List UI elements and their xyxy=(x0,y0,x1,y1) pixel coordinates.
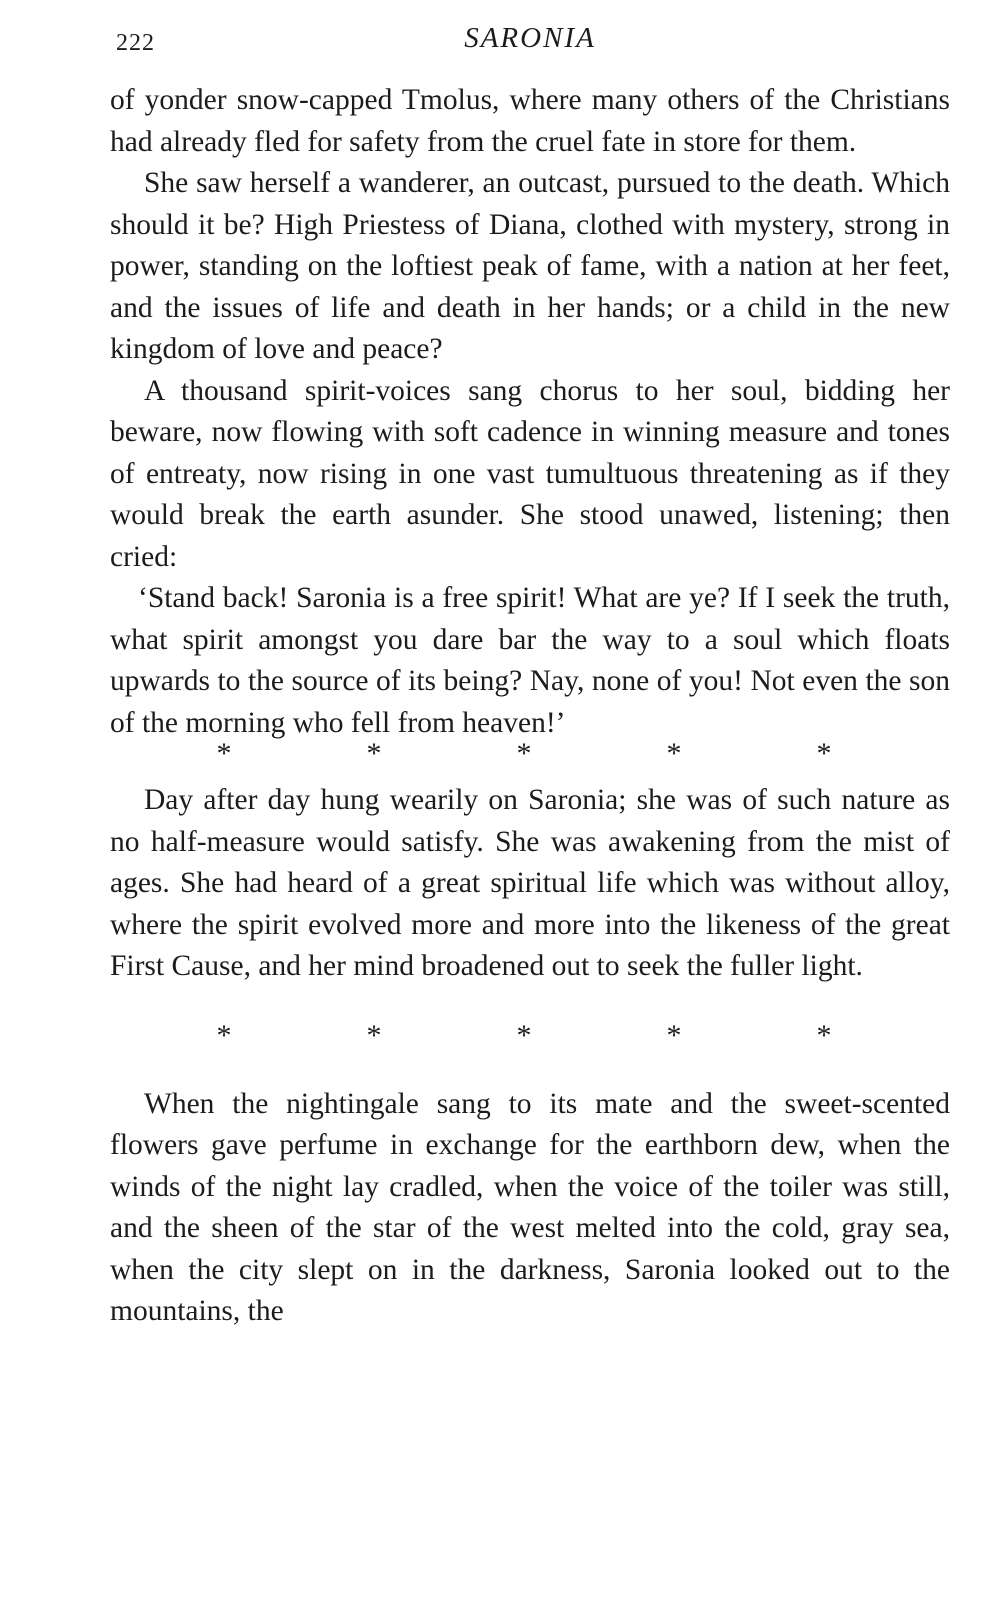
separator-star: * xyxy=(516,1018,532,1052)
separator-star: * xyxy=(216,1018,232,1052)
page-header xyxy=(110,22,950,58)
paragraph: A thousand spirit-voices sang chorus to her soul, bidding her beware, now flowing with soft cadence in winning measure and tones of entreaty, now rising in one vast tumultuous threatening as if they would break the earth asunder. She stood unawed, listening; then cried: xyxy=(110,374,950,573)
paragraph: of yonder snow-capped Tmolus, where many others of the Christians had already fled for safety from the cruel fate in store for them. xyxy=(110,84,950,158)
paragraph: She saw herself a wanderer, an outcast, pursued to the death. Which should it be? High Priestess of Diana, clothed with mystery, strong in power, standing on the loftiest peak of fame, with a nation at her feet, and the issues of life and death in her hands; or a child in the new kingdom of love and peace? xyxy=(110,167,950,365)
separator-star: * xyxy=(666,1018,682,1052)
paragraph: Day after day hung wearily on Saronia; she was of such nature as no half-measure would satisfy. She was awakening from the mist of ages. She had heard of a great spiritual life which was without alloy, where the spirit evolved more and more into the likeness of the great First Cause, and her mind broadened out to seek the fuller light. xyxy=(110,784,950,982)
separator-star: * xyxy=(666,737,682,770)
separator-star: * xyxy=(366,737,382,770)
separator-star: * xyxy=(516,737,532,770)
running-title: SARONIA xyxy=(464,22,596,54)
separator-star: * xyxy=(216,737,232,770)
separator-star: * xyxy=(816,737,832,770)
section-separator xyxy=(214,1018,834,1052)
body-text xyxy=(110,80,950,1333)
page-number: 222 xyxy=(116,30,155,56)
separator-star: * xyxy=(816,1018,832,1052)
paragraph: When the nightingale sang to its mate and the sweet-scented flowers gave perfume in exchange for the earthborn dew, when the winds of the night lay cradled, when the voice of the toiler was still, and the sheen of the star of the west melted into the cold, gray sea, when the city slept on in the darkness, Saronia looked out to the mountains, the xyxy=(110,1087,950,1327)
separator-star: * xyxy=(366,1018,382,1052)
quoted-paragraph: ‘Stand back! Saronia is a free spirit! What are ye? If I seek the truth, what spirit amongst you dare bar the way to a soul which floats upwards to the source of its being? Nay, none of you! Not even the son of the morning who fell from heaven!’ xyxy=(110,582,950,739)
section-separator xyxy=(214,737,834,770)
